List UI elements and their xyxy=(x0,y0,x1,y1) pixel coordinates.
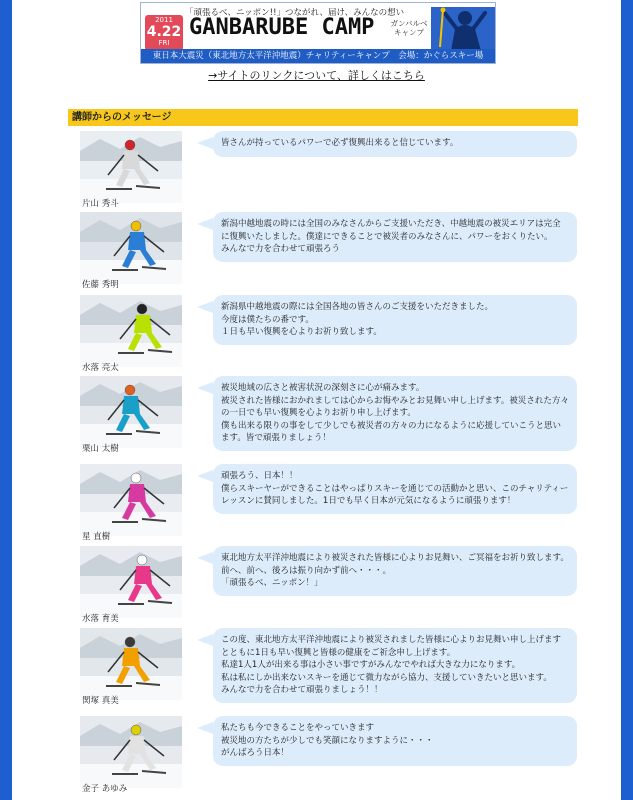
instructor-photo xyxy=(80,131,182,203)
message-line: 被災された皆様におかれましては心からお悔やみとお見舞い申し上げます。被災された方々の一日でも早い復興を心よりお祈り申し上げます。 xyxy=(221,395,569,418)
skier-mascot-icon xyxy=(431,7,495,51)
instructor-name: 金子 あゆみ xyxy=(82,784,128,794)
banner-kana-line: ガンバルベ xyxy=(390,19,428,28)
message-line: 頑張ろう、日本！！ xyxy=(221,471,298,481)
message-line: がんばろう日本！ xyxy=(221,748,290,758)
instructor-photo xyxy=(80,464,182,536)
instructor-photo xyxy=(80,628,182,700)
message-bubble xyxy=(213,376,577,451)
message-line: 私達1人1人が出来る事は小さい事ですがみんなでやれば大きな力になります。 xyxy=(221,660,521,670)
message-bubble xyxy=(213,628,577,703)
instructor-name: 佐藤 秀明 xyxy=(82,280,119,290)
skier-photo-icon xyxy=(80,376,182,448)
message-bubble xyxy=(213,131,577,157)
instructor-name: 栗山 太樹 xyxy=(82,444,119,454)
skier-photo-icon xyxy=(80,295,182,367)
instructor-photo xyxy=(80,295,182,367)
banner-date: 4.22 xyxy=(146,24,182,40)
message-line: 前へ、前へ、後ろは振り向かず前へ・・・。 xyxy=(221,565,392,576)
message-bubble xyxy=(213,295,577,345)
instructor-photo xyxy=(80,546,182,618)
skier-photo-icon xyxy=(80,546,182,618)
message-line: みんなで力を合わせて頑張りましょう！！ xyxy=(221,685,383,695)
message-line: 僕も出来る限りの事をして少しでも被災者の方々の力になるように応援していこうと思います。皆で頑張りましょう！ xyxy=(221,420,562,443)
message-line: 「頑張るべ、ニッポン！」 xyxy=(221,578,323,588)
instructor-photo xyxy=(80,716,182,788)
skier-photo-icon xyxy=(80,131,182,203)
instructor-name: 水落 育美 xyxy=(82,614,119,624)
skier-photo-icon xyxy=(80,716,182,788)
message-bubble xyxy=(213,716,577,766)
section-title: 講師からのメッセージ xyxy=(68,109,578,126)
banner-title: GANBARUBE CAMP xyxy=(189,15,375,40)
banner-event-info: 東日本大震災（東北地方太平洋沖地震）チャリティーキャンプ 会場：かぐらスキー場 xyxy=(141,49,495,63)
banner-kana xyxy=(389,19,429,37)
page xyxy=(12,0,621,800)
message-line: 被災地の方たちが少しでも笑顔になりますように・・・ xyxy=(221,735,434,746)
message-bubble xyxy=(213,546,577,596)
site-link[interactable]: →サイトのリンクについて、詳しくはこちら xyxy=(208,69,425,82)
banner-date-badge xyxy=(145,15,183,51)
message-line: 皆さんが持っているパワーで必ず復興出来ると信じています。 xyxy=(221,138,459,148)
banner-weekday: FRI xyxy=(158,39,170,47)
skier-photo-icon xyxy=(80,628,182,700)
message-bubble xyxy=(213,212,577,262)
message-line: １日も早い復興を心よりお祈り致します。 xyxy=(221,327,382,337)
skier-photo-icon xyxy=(80,212,182,284)
message-line: 今度は僕たちの番です。 xyxy=(221,314,314,325)
message-line: みんなで力を合わせて頑張ろう xyxy=(221,244,341,254)
banner-year: 2011 xyxy=(155,16,173,24)
message-line: 新潟中越地震の時には全国のみなさんからご支援いただき、中越地震の被災エリアは完全に復興いたしました。僕達にできることで被災者のみなさんに、パワーをおくりたい。 xyxy=(221,219,561,242)
instructor-name: 片山 秀斗 xyxy=(82,199,119,209)
camp-banner[interactable] xyxy=(140,2,496,64)
instructor-photo xyxy=(80,212,182,284)
banner-tagline: 「頑張るべ、ニッポン!!」つながれ、届け、みんなの想い xyxy=(185,8,405,18)
banner-kana-line: キャンプ xyxy=(394,28,424,37)
skier-photo-icon xyxy=(80,464,182,536)
message-bubble xyxy=(213,464,577,514)
instructor-name: 水落 亮太 xyxy=(82,363,119,373)
message-line: 東北地方太平洋沖地震により被災された皆様に心よりお見舞い、ご冥福をお祈り致します。 xyxy=(221,553,569,563)
message-line: 僕らスキーヤーができることはやっぱりスキーを通じての活動かと思い、このチャリティーレッスンに賛同しました。1日でも早く日本が元気になるように頑張ります！ xyxy=(221,483,569,506)
instructor-name: 星 直樹 xyxy=(82,532,111,542)
message-line: 私は私にしか出来ないスキーを通じて微力ながら協力、支援していきたいと思います。 xyxy=(221,672,552,683)
instructor-photo xyxy=(80,376,182,448)
message-line: 被災地域の広さと被害状況の深刻さに心が痛みます。 xyxy=(221,383,425,393)
message-line: この度、東北地方太平洋沖地震により被災されました皆様に心よりお見舞い申し上げますとともに1日も早い復興と皆様の健康をご祈念申し上げます。 xyxy=(221,635,562,658)
message-line: 私たちも今できることをやっていきます xyxy=(221,723,375,733)
message-line: 新潟県中越地震の際には全国各地の皆さんのご支援をいただきました。 xyxy=(221,302,494,312)
instructor-name: 関塚 真美 xyxy=(82,696,119,706)
